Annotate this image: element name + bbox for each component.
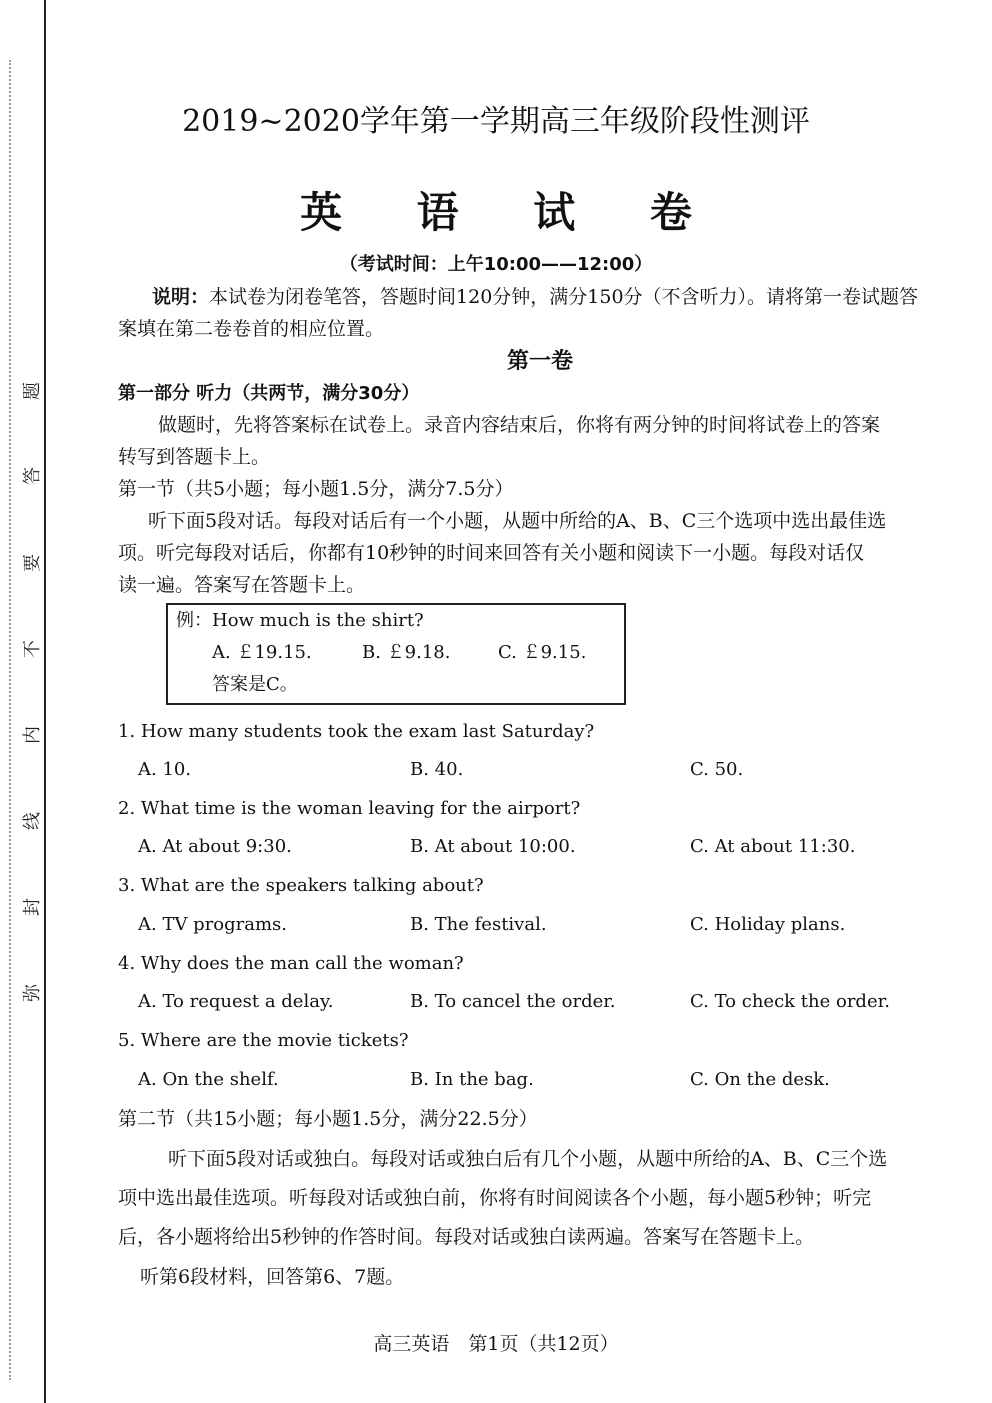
option-3c: C. Holiday plans. bbox=[690, 914, 846, 935]
instructions-line-2: 案填在第二卷卷首的相应位置。 bbox=[118, 318, 385, 340]
option-1b: B. 40. bbox=[410, 759, 464, 780]
seal-char: 答 bbox=[22, 467, 43, 485]
section2-material: 听第6段材料，回答第6、7题。 bbox=[140, 1266, 405, 1288]
section2-desc-line-3: 后，各小题将给出5秒钟的作答时间。每段对话或独白读两遍。答案写在答题卡上。 bbox=[118, 1226, 815, 1248]
example-answer: 答案是C。 bbox=[212, 674, 298, 695]
exam-title: 2019~2020学年第一学期高三年级阶段性测评 bbox=[182, 104, 810, 139]
question-4: 4. Why does the man call the woman? bbox=[118, 953, 464, 974]
question-2: 2. What time is the woman leaving for the airport? bbox=[118, 798, 581, 819]
example-option-b: B. ￡9.18. bbox=[362, 642, 451, 663]
section2-desc-line-1: 听下面5段对话或独白。每段对话或独白后有几个小题，从题中所给的A、B、C三个选 bbox=[168, 1148, 888, 1170]
instructions-label: 说明： bbox=[152, 286, 210, 308]
question-3: 3. What are the speakers talking about? bbox=[118, 875, 484, 896]
example-question: 例：How much is the shirt? bbox=[176, 610, 424, 631]
seal-char: 题 bbox=[22, 382, 43, 400]
question-5: 5. Where are the movie tickets? bbox=[118, 1030, 409, 1051]
seal-char: 不 bbox=[22, 640, 43, 658]
seal-char: 弥 bbox=[22, 984, 43, 1002]
seal-char: 线 bbox=[22, 812, 43, 830]
option-5a: A. On the shelf. bbox=[138, 1069, 279, 1090]
section1-desc-line-1: 听下面5段对话。每段对话后有一个小题，从题中所给的A、B、C三个选项中选出最佳选 bbox=[148, 510, 887, 532]
option-3a: A. TV programs. bbox=[138, 914, 288, 935]
option-1c: C. 50. bbox=[690, 759, 744, 780]
seal-char: 要 bbox=[22, 554, 43, 572]
question-1: 1. How many students took the exam last Saturday? bbox=[118, 721, 595, 742]
seal-char: 封 bbox=[22, 898, 43, 916]
example-option-c: C. ￡9.15. bbox=[498, 642, 587, 663]
page-footer: 高三英语 第1页（共12页） bbox=[373, 1333, 619, 1355]
option-4a: A. To request a delay. bbox=[138, 991, 334, 1012]
section1-desc-line-3: 读一遍。答案写在答题卡上。 bbox=[118, 574, 366, 596]
option-2b: B. At about 10:00. bbox=[410, 836, 576, 857]
option-3b: B. The festival. bbox=[410, 914, 547, 935]
option-2a: A. At about 9:30. bbox=[138, 836, 292, 857]
option-1a: A. 10. bbox=[138, 759, 192, 780]
option-5b: B. In the bag. bbox=[410, 1069, 534, 1090]
subject-title: 英 语 试 卷 bbox=[300, 188, 722, 237]
instructions-line-1 bbox=[152, 281, 918, 313]
section1-heading: 第一节（共5小题；每小题1.5分，满分7.5分） bbox=[118, 478, 514, 500]
section2-heading: 第二节（共15小题；每小题1.5分，满分22.5分） bbox=[118, 1108, 538, 1130]
part1-desc-line-2: 转写到答题卡上。 bbox=[118, 446, 271, 468]
exam-time: （考试时间：上午10:00——12:00） bbox=[339, 254, 653, 275]
section1-desc-line-2: 项。听完每段对话后，你都有10秒钟的时间来回答有关小题和阅读下一小题。每段对话仅 bbox=[118, 542, 865, 564]
instructions-text: 本试卷为闭卷笔答，答题时间120分钟，满分150分（不含听力）。请将第一卷试题答 bbox=[209, 286, 919, 308]
part1-desc-line-1: 做题时，先将答案标在试卷上。录音内容结束后，你将有两分钟的时间将试卷上的答案 bbox=[158, 414, 881, 436]
section2-desc-line-2: 项中选出最佳选项。听每段对话或独白前，你将有时间阅读各个小题，每小题5秒钟；听完 bbox=[118, 1187, 872, 1209]
part1-heading: 第一部分 听力（共两节，满分30分） bbox=[118, 383, 420, 404]
option-2c: C. At about 11:30. bbox=[690, 836, 856, 857]
seal-char: 内 bbox=[22, 726, 43, 744]
option-4c: C. To check the order. bbox=[690, 991, 890, 1012]
example-option-a: A. ￡19.15. bbox=[212, 642, 312, 663]
option-4b: B. To cancel the order. bbox=[410, 991, 616, 1012]
option-5c: C. On the desk. bbox=[690, 1069, 830, 1090]
volume-title: 第一卷 bbox=[506, 349, 573, 374]
